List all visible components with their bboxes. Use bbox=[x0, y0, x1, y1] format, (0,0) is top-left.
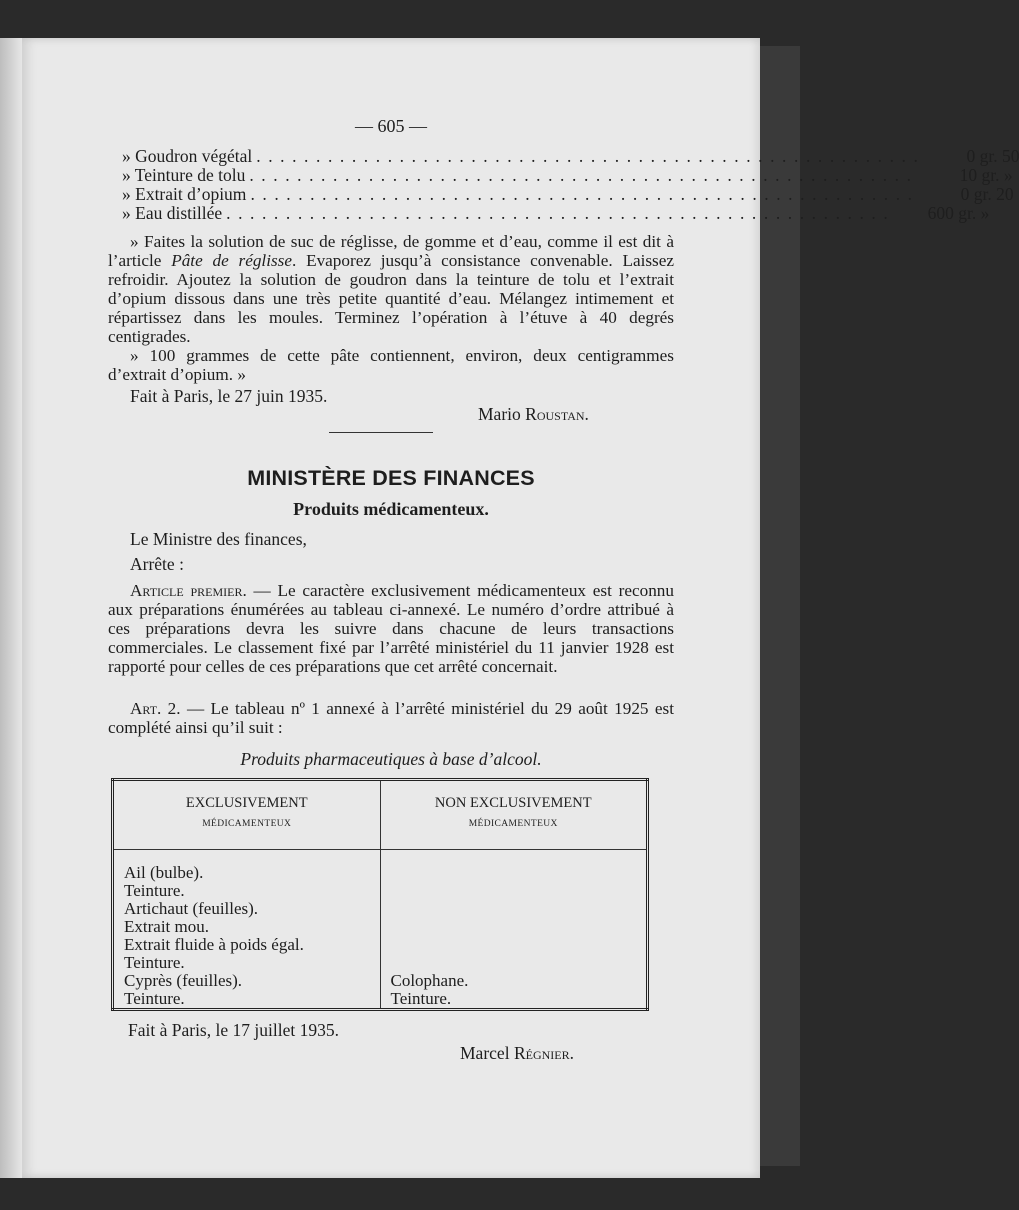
signature-last-name: Roustan. bbox=[525, 404, 589, 424]
preamble-line: Le Ministre des finances, bbox=[130, 529, 307, 549]
ingredient-name: » Goudron végétal bbox=[122, 146, 253, 166]
dosage-note: » 100 grammes de cette pâte contiennent, environ, deux centigrammes d’extrait d’opium. » bbox=[108, 346, 674, 384]
article-1 bbox=[108, 581, 674, 676]
article-label: Article premier. bbox=[130, 581, 247, 600]
table-cell-line: Extrait mou. bbox=[124, 917, 209, 936]
recipe-line bbox=[122, 184, 1014, 204]
table-caption: Produits pharmaceutiques à base d’alcool. bbox=[240, 749, 542, 769]
products-table bbox=[111, 778, 649, 1011]
table-cell-line: Ail (bulbe). bbox=[124, 863, 204, 882]
preparation-instructions bbox=[108, 232, 674, 384]
recipe-line bbox=[122, 146, 1019, 166]
section-title: MINISTÈRE DES FINANCES bbox=[247, 466, 535, 490]
signoff-date: Fait à Paris, le 27 juin 1935. bbox=[130, 386, 328, 406]
leader-dots: . . . . . . . . . . . . . . . . . . . . . . . . . . . . . . . . . . . . . . . . . . . . . . . . . . . . . . . . bbox=[250, 184, 914, 204]
ingredient-quantity: 0 gr. 50 bbox=[966, 146, 1019, 166]
table-cell-line: Teinture. bbox=[390, 989, 452, 1008]
instructions-text-end: . Evaporez jusqu’à consistance convenable. Laissez refroidir. Ajoutez la solution de goudron dans la teinture de tolu et l’extrait d’opium dissous dans une très petite quantité d’eau. Mélangez intimement et répartissez dans les moules. Terminez l’opération à l’étuve à 40 degrés centigrades. bbox=[108, 251, 675, 346]
leader-dots: . . . . . . . . . . . . . . . . . . . . . . . . . . . . . . . . . . . . . . . . . . . . . . . . . . . . . . . . bbox=[226, 203, 890, 223]
signoff-date: Fait à Paris, le 17 juillet 1935. bbox=[128, 1020, 339, 1040]
article-text: — Le tableau nº 1 annexé à l’arrêté ministériel du 29 août 1925 est complété ainsi qu’il suit : bbox=[108, 699, 674, 737]
document-page bbox=[22, 38, 1019, 1178]
ingredient-quantity: 600 gr. » bbox=[927, 203, 990, 223]
table-cell-line: Teinture. bbox=[124, 881, 185, 900]
signoff-signature bbox=[460, 1043, 574, 1063]
column-header-main: NON EXCLUSIVEMENT bbox=[434, 795, 592, 811]
ingredient-name: » Teinture de tolu bbox=[122, 165, 246, 185]
column-header-sub: MÉDICAMENTEUX bbox=[202, 819, 292, 829]
ingredient-name: » Eau distillée bbox=[122, 203, 223, 223]
leader-dots: . . . . . . . . . . . . . . . . . . . . . . . . . . . . . . . . . . . . . . . . . . . . . . . . . . . . . . . . bbox=[256, 146, 920, 166]
table-cell-line: Teinture. bbox=[124, 989, 185, 1008]
table-cell-line: Colophane. bbox=[390, 971, 469, 990]
column-header bbox=[113, 780, 381, 850]
section-divider bbox=[329, 432, 433, 433]
table-cell-line: Teinture. bbox=[124, 953, 185, 972]
signature-first-name: Marcel bbox=[460, 1043, 514, 1063]
table-cell-line: Cyprès (feuilles). bbox=[124, 971, 243, 990]
signoff-signature bbox=[478, 404, 589, 424]
column-header bbox=[380, 780, 648, 850]
non-exclusive-items bbox=[391, 972, 469, 1008]
adjacent-page-edge bbox=[0, 38, 22, 1178]
instructions-text-start: » Faites la solution de suc de réglisse, de gomme et d’eau, comme il est dit à l’article bbox=[108, 232, 674, 270]
ingredient-name: » Extrait d’opium bbox=[122, 184, 247, 204]
section-subtitle: Produits médicamenteux. bbox=[293, 499, 489, 519]
article-label: Art. 2. bbox=[130, 699, 181, 718]
table-row bbox=[113, 850, 648, 1010]
non-exclusive-column bbox=[380, 850, 648, 1010]
signature-last-name: Régnier. bbox=[513, 1043, 574, 1063]
table-cell-line: Artichaut (feuilles). bbox=[124, 899, 259, 918]
ingredient-quantity: 0 gr. 20 bbox=[960, 184, 1014, 204]
article-2 bbox=[108, 699, 674, 737]
signature-first-name: Mario bbox=[478, 404, 526, 424]
ingredient-quantity: 10 gr. » bbox=[959, 165, 1013, 185]
leader-dots: . . . . . . . . . . . . . . . . . . . . . . . . . . . . . . . . . . . . . . . . . . . . . . . . . . . . . . . . bbox=[249, 165, 913, 185]
recipe-line bbox=[122, 203, 990, 223]
table-cell-line: Extrait fluide à poids égal. bbox=[124, 935, 304, 954]
cross-reference-italic: Pâte de réglisse bbox=[171, 251, 292, 270]
page-number: — 605 — bbox=[355, 116, 427, 136]
preamble-line: Arrête : bbox=[130, 554, 184, 574]
exclusive-column bbox=[113, 850, 381, 1010]
table-header-row bbox=[113, 780, 648, 850]
column-header-sub: MÉDICAMENTEUX bbox=[468, 819, 558, 829]
article-text: — Le caractère exclusivement médicamenteux est reconnu aux préparations énumérées au tableau ci-annexé. Le numéro d’ordre attribué à ces préparations devra les suivre dans chacune de leurs transactions commerciales. Le classement fixé par l’arrêté ministériel du 11 janvier 1928 est rapporté pour celles de ces préparations que cet arrêté concernait. bbox=[108, 581, 674, 676]
column-header-main: EXCLUSIVEMENT bbox=[185, 795, 308, 811]
recipe-line bbox=[122, 165, 1013, 185]
